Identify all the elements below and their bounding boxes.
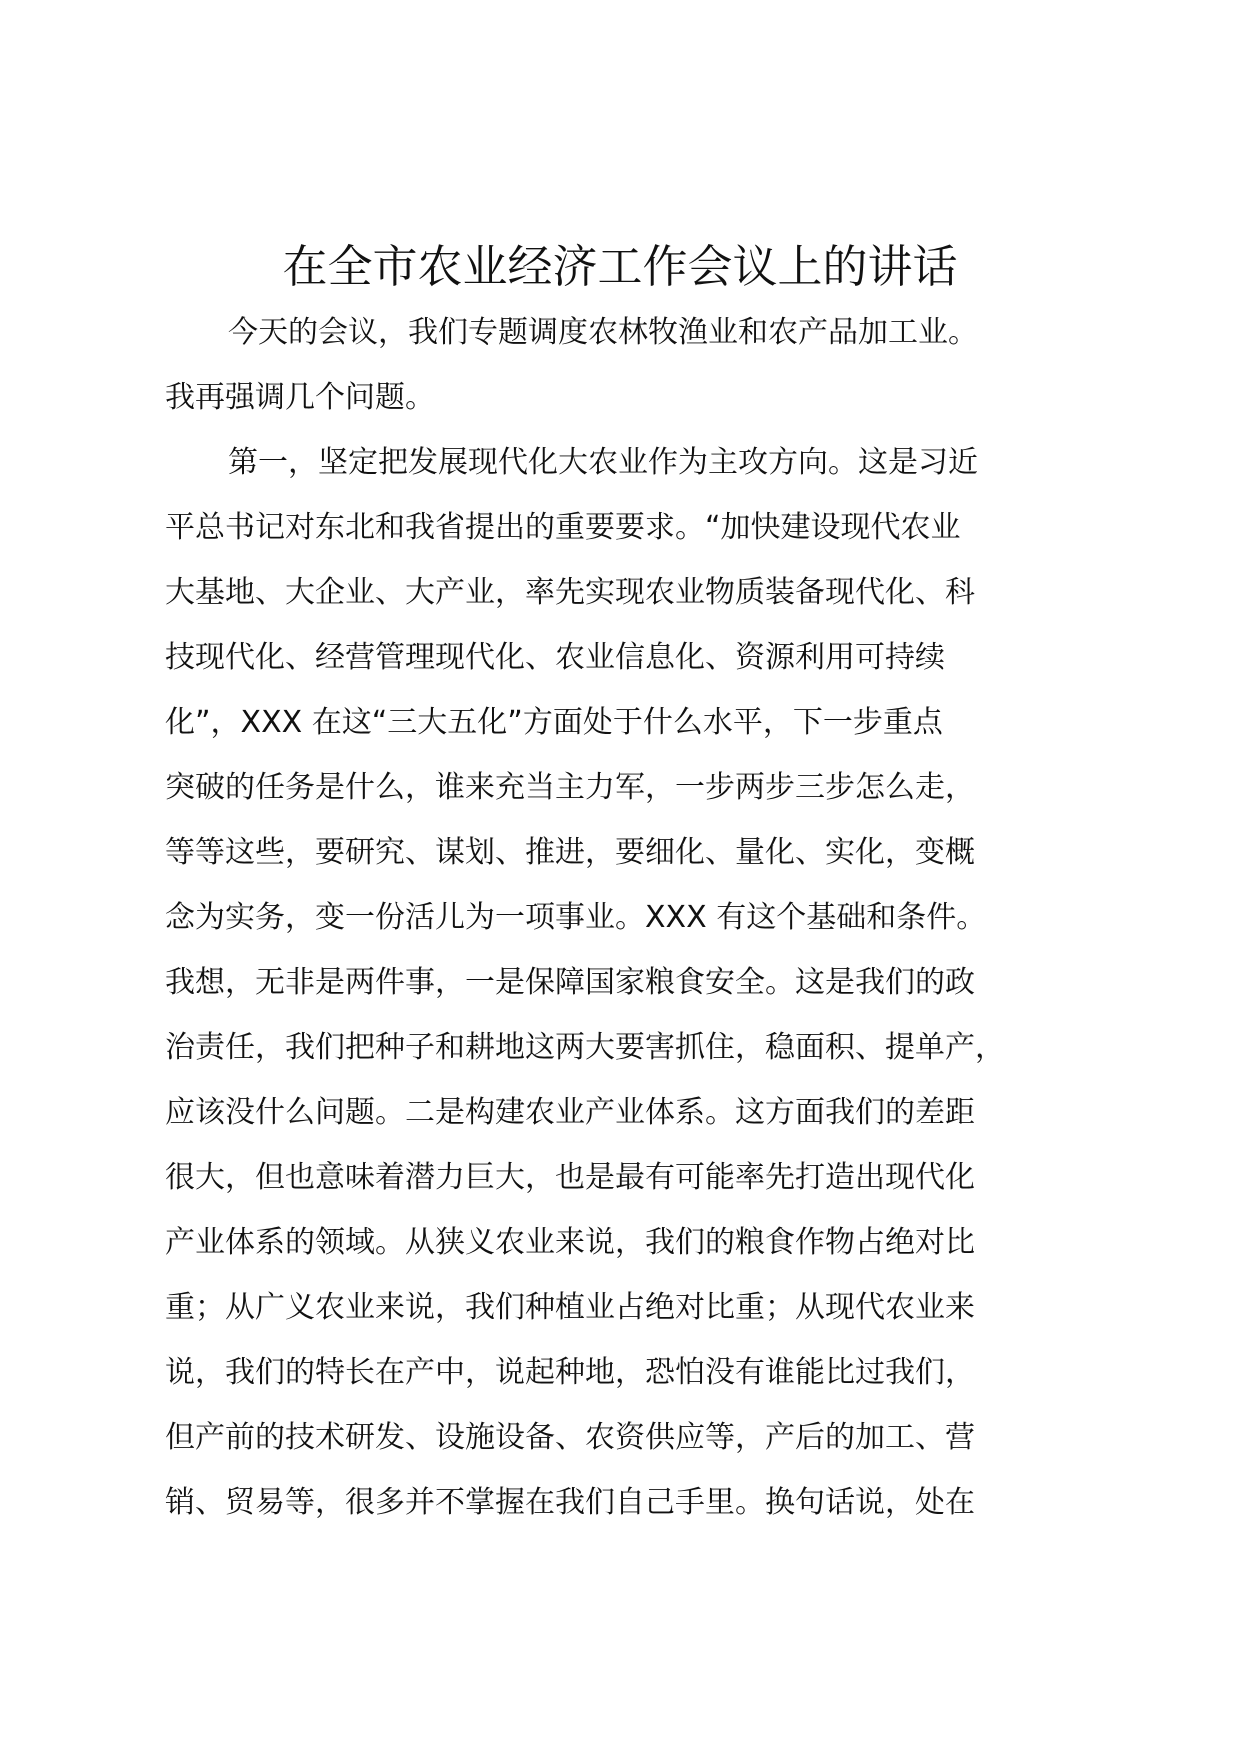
body-line: 大基地、大企业、大产业，率先实现农业物质装备现代化、科: [165, 575, 975, 610]
body-line: 重；从广义农业来说，我们种植业占绝对比重；从现代农业来: [165, 1290, 975, 1325]
body-line: 平总书记对东北和我省提出的重要要求。“加快建设现代农业: [165, 510, 961, 545]
body-line: 突破的任务是什么，谁来充当主力军，一步两步三步怎么走，: [165, 770, 975, 805]
document-body: [165, 300, 1165, 1535]
body-line: 化”，XXX 在这“三大五化”方面处于什么水平，下一步重点: [165, 705, 943, 740]
body-line: 销、贸易等，很多并不掌握在我们自己手里。换句话说，处在: [165, 1485, 975, 1520]
document-title: 在全市农业经济工作会议上的讲话: [282, 240, 958, 293]
body-line: 治责任，我们把种子和耕地这两大要害抓住，稳面积、提单产，: [165, 1030, 1005, 1065]
body-line: 产业体系的领域。从狭义农业来说，我们的粮食作物占绝对比: [165, 1225, 975, 1260]
body-line: 很大，但也意味着潜力巨大，也是最有可能率先打造出现代化: [165, 1160, 975, 1195]
body-line: 等等这些，要研究、谋划、推进，要细化、量化、实化，变概: [165, 835, 975, 870]
body-line: 应该没什么问题。二是构建农业产业体系。这方面我们的差距: [165, 1095, 975, 1130]
body-line: 但产前的技术研发、设施设备、农资供应等，产后的加工、营: [165, 1420, 975, 1455]
body-line: 念为实务，变一份活儿为一项事业。XXX 有这个基础和条件。: [165, 900, 987, 935]
body-line: 第一，坚定把发展现代化大农业作为主攻方向。这是习近: [228, 445, 978, 480]
body-line: 说，我们的特长在产中，说起种地，恐怕没有谁能比过我们，: [165, 1355, 975, 1390]
body-line: 我再强调几个问题。: [165, 380, 435, 415]
body-line: 今天的会议，我们专题调度农林牧渔业和农产品加工业。: [228, 315, 978, 350]
body-line: 技现代化、经营管理现代化、农业信息化、资源利用可持续: [165, 640, 945, 675]
body-line: 我想，无非是两件事，一是保障国家粮食安全。这是我们的政: [165, 965, 975, 1000]
